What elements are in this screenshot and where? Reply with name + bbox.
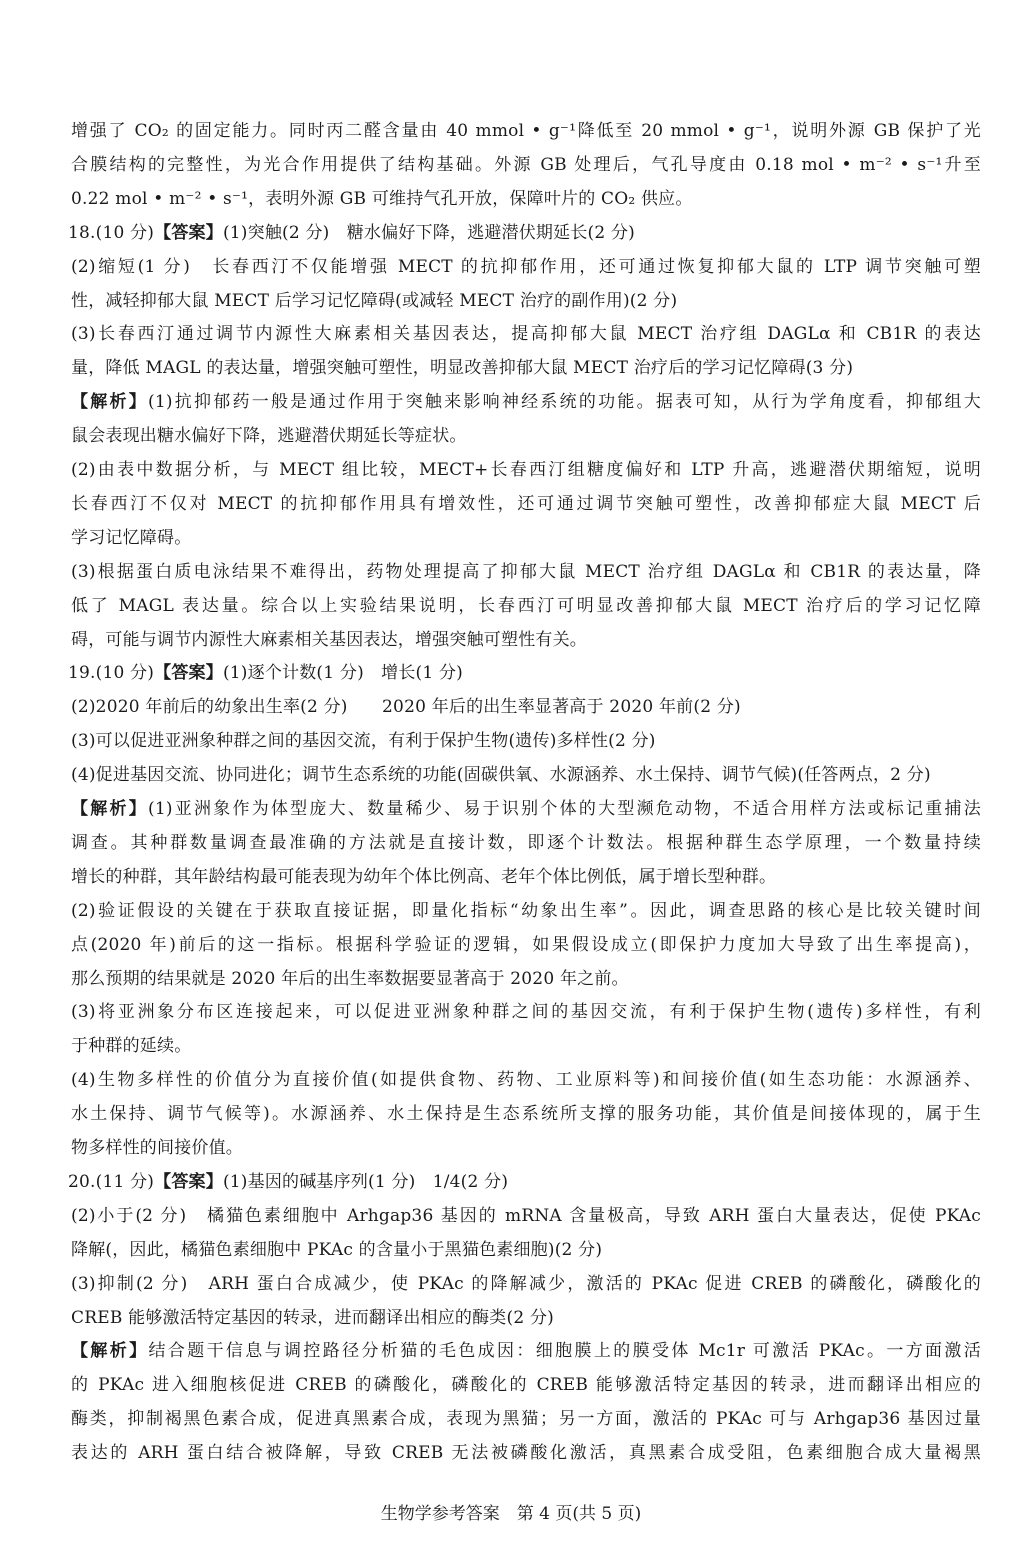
text-line [71,594,981,618]
line-text: (4)促进基因交流、协同进化；调节生态系统的功能(固碳供氧、水源涵养、水土保持、调节气候)(任答两点，2 分) [71,765,931,786]
text-line [71,1136,981,1160]
text-line [71,1339,981,1363]
text-line [71,424,981,448]
text-line [71,763,981,787]
line-text: (3)将亚洲象分布区连接起来，可以促进亚洲象种群之间的基因交流，有利于保护生物(遗传)多样性，有利 [71,1002,981,1023]
line-text: 学习记忆障碍。 [71,527,192,548]
line-text: (1)亚洲象作为体型庞大、数量稀少、易于识别个体的大型濒危动物，不适合用样方法或标记重捕法 [147,799,981,819]
line-text: (2)2020 年前后的幼象出生率(2 分) 2020 年后的出生率显著高于 2020 年前(2 分) [71,697,741,718]
text-line [71,526,981,550]
section-tag: 【解析】 [71,1341,149,1362]
text-line [68,1170,978,1194]
line-text: 点(2020 年)前后的这一指标。根据科学验证的逻辑，如果假设成立(即保护力度加大导致了出生率提高)， [71,934,981,955]
text-line [71,1034,981,1058]
question-number: 20.(11 分) [68,1171,155,1192]
line-text: CREB 能够激活特定基因的转录，进而翻译出相应的酶类(2 分) [71,1307,554,1328]
text-line [71,933,981,957]
line-text: 鼠会表现出糖水偏好下降，逃避潜伏期延长等症状。 [71,426,467,447]
text-line [71,1306,981,1330]
section-tag: 【解析】 [71,799,148,819]
text-line [71,695,981,719]
line-text: (2)验证假设的关键在于获取直接证据，即量化指标“幼象出生率”。因此，调查思路的核心是比较关键时间 [71,900,981,921]
line-text: (3)长春西汀通过调节内源性大麻素相关基因表达，提高抑郁大鼠 MECT 治疗组 DAGLα 和 CB1R 的表达 [71,324,981,345]
text-line [71,153,981,177]
page-footer: 生物学参考答案 第 4 页(共 5 页) [380,1504,642,1524]
text-line [71,390,981,414]
line-text: (2)由表中数据分析，与 MECT 组比较，MECT+长春西汀组糖度偏好和 LTP 升高，逃避潜伏期缩短，说明 [71,460,981,480]
line-text: (4)生物多样性的价值分为直接价值(如提供食物、药物、工业原料等)和间接价值(如生态功能：水源涵养、 [71,1070,981,1091]
line-text: 降解(，因此，橘猫色素细胞中 PKAc 的含量小于黑猫色素细胞)(2 分) [71,1239,603,1260]
line-text: 的 PKAc 进入细胞核促进 CREB 的磷酸化，磷酸化的 CREB 能够激活特定基因的转录，进而翻译出相应的 [71,1375,981,1396]
line-text: 长春西汀不仅对 MECT 的抗抑郁作用具有增效性，还可通过调节突触可塑性，改善抑郁症大鼠 MECT 后 [71,493,981,514]
text-line [71,356,981,380]
line-text: (3)抑制(2 分) ARH 蛋白合成减少，使 PKAc 的降解减少，激活的 PKAc 促进 CREB 的磷酸化，磷酸化的 [71,1273,981,1294]
line-text: 碍，可能与调节内源性大麻素相关基因表达，增强突触可塑性有关。 [71,629,587,650]
text-line [71,1068,981,1092]
question-number: 19.(10 分) [68,663,155,684]
line-text: 结合题干信息与调控路径分析猫的毛色成因：细胞膜上的膜受体 Mc1r 可激活 PKAc。一方面激活 [148,1341,981,1362]
text-line [71,119,981,143]
line-text: 物多样性的间接价值。 [71,1138,243,1158]
line-text: (3)可以促进亚洲象种群之间的基因交流，有利于保护生物(遗传)多样性(2 分) [71,731,656,752]
line-text: 性，减轻抑郁大鼠 MECT 后学习记忆障碍(或减轻 MECT 治疗的副作用)(2 分) [71,290,678,311]
text-line [71,187,981,211]
text-line [71,492,981,516]
text-line [71,322,981,346]
text-line [71,1102,981,1126]
text-line [71,1272,981,1296]
text-line [71,865,981,889]
text-line [71,1441,981,1465]
section-tag: 【解析】 [71,392,148,413]
line-text: (3)根据蛋白质电泳结果不难得出，药物处理提高了抑郁大鼠 MECT 治疗组 DAGLα 和 CB1R 的表达量，降 [71,561,981,582]
text-line [71,560,981,584]
line-text: 于种群的延续。 [71,1036,192,1057]
section-tag: 【答案】 [154,1171,223,1192]
line-text: 合膜结构的完整性，为光合作用提供了结构基础。外源 GB 处理后，气孔导度由 0.18 mol • m⁻² • s⁻¹升至 [71,154,981,175]
line-text: 量，降低 MAGL 的表达量，增强突触可塑性，明显改善抑郁大鼠 MECT 治疗后的学习记忆障碍(3 分) [71,358,854,379]
line-text: 酶类，抑制褐黑色素合成，促进真黑素合成，表现为黑猫；另一方面，激活的 PKAc 可与 Arhgap36 基因过量 [71,1409,981,1430]
line-text: 水土保持、调节气候等)。水源涵养、水土保持是生态系统所支撑的服务功能，其价值是间接体现的，属于生 [71,1104,981,1125]
text-line [71,255,981,279]
text-line [71,1238,981,1262]
line-text: 那么预期的结果就是 2020 年后的出生率数据要显著高于 2020 年之前。 [71,968,629,989]
text-line [71,967,981,991]
text-line [71,1407,981,1431]
text-line [71,458,981,482]
question-number: 18.(10 分) [68,222,155,243]
line-text: (1)逐个计数(1 分) 增长(1 分) [222,663,464,684]
text-line [68,661,978,685]
section-tag: 【答案】 [154,222,223,243]
line-text: 低了 MAGL 表达量。综合以上实验结果说明，长春西汀可明显改善抑郁大鼠 MECT 治疗后的学习记忆障 [71,595,981,616]
text-line [68,221,978,245]
section-tag: 【答案】 [154,663,223,684]
text-line [71,729,981,753]
text-line [71,797,981,821]
line-text: (1)基因的碱基序列(1 分) 1/4(2 分) [222,1171,509,1192]
line-text: 增长的种群，其年龄结构最可能表现为幼年个体比例高、老年个体比例低，属于增长型种群。 [71,866,777,887]
text-line [71,831,981,855]
text-line [71,1000,981,1024]
line-text: 表达的 ARH 蛋白结合被降解，导致 CREB 无法被磷酸化激活，真黑素合成受阻，色素细胞合成大量褐黑 [71,1443,981,1464]
line-text: 增强了 CO₂ 的固定能力。同时丙二醛含量由 40 mmol • g⁻¹降低至 20 mmol • g⁻¹，说明外源 GB 保护了光 [71,121,981,141]
line-text: (1)突触(2 分) 糖水偏好下降，逃避潜伏期延长(2 分) [222,222,636,243]
text-line [71,899,981,923]
text-line [71,289,981,313]
line-text: (2)小于(2 分) 橘猫色素细胞中 Arhgap36 基因的 mRNA 含量极高，导致 ARH 蛋白大量表达，促使 PKAc [71,1205,981,1226]
line-text: (2)缩短(1 分) 长春西汀不仅能增强 MECT 的抗抑郁作用，还可通过恢复抑郁大鼠的 LTP 调节突触可塑 [71,256,981,277]
text-line [71,1204,981,1228]
line-text: (1)抗抑郁药一般是通过作用于突触来影响神经系统的功能。据表可知，从行为学角度看，抑郁组大 [147,392,981,413]
line-text: 调查。其种群数量调查最准确的方法就是直接计数，即逐个计数法。根据种群生态学原理，一个数量持续 [71,832,981,853]
text-line [71,628,981,652]
text-line [71,1373,981,1397]
line-text: 0.22 mol • m⁻² • s⁻¹，表明外源 GB 可维持气孔开放，保障叶片的 CO₂ 供应。 [71,188,693,209]
